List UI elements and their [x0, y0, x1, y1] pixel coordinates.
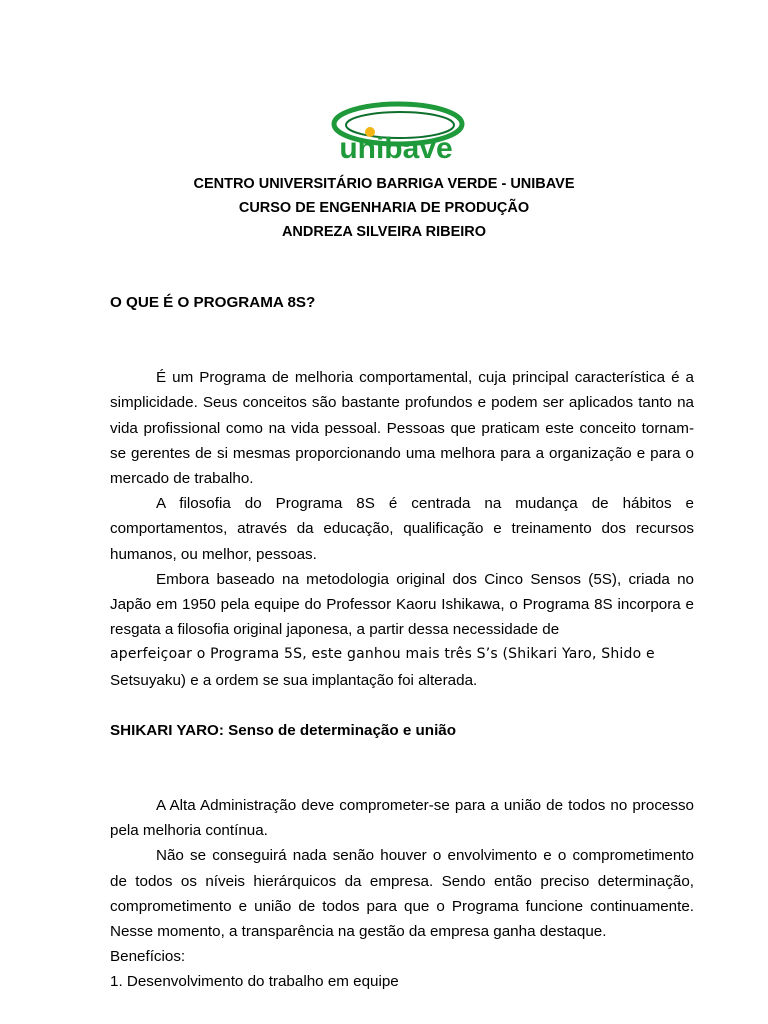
benefits-label: Benefícios: — [110, 948, 186, 966]
document-body — [110, 290, 694, 995]
paragraph-origin — [110, 567, 694, 643]
unibave-logo — [326, 100, 466, 164]
paragraph-origin-end: Setsuyaku) e a ordem se sua implantação foi alterada. — [110, 671, 478, 689]
header-author: ANDREZA SILVEIRA RIBEIRO — [281, 224, 487, 240]
logo-wordmark: unibave — [339, 132, 453, 164]
paragraph-origin-text: Embora baseado na metodologia original dos Cinco Sensos (5S), criada no Japão em 1950 pela equipe do Professor Kaoru Ishikawa, o Programa 8S incorpora e resgata a filosofia original japonesa, a partir dessa necessidade de — [110, 570, 694, 639]
header-institution: CENTRO UNIVERSITÁRIO BARRIGA VERDE - UNIBAVE — [193, 176, 575, 192]
paragraph-commitment: Não se conseguirá nada senão houver o envolvimento e o comprometimento de todos os níveis hierárquicos da empresa. Sendo então preciso determinação, comprometimento e união de todos para que o Programa funcione continuamente. Nesse momento, a transparência na gestão da empresa ganha destaque. — [110, 847, 694, 941]
header-course: CURSO DE ENGENHARIA DE PRODUÇÃO — [238, 200, 530, 216]
institution-header — [0, 172, 768, 244]
paragraph-origin-line: aperfeiçoar o Programa 5S, este ganhou mais três S’s (Shikari Yaro, Shido e — [110, 646, 655, 663]
section-title-shikari-yaro: SHIKARI YARO: Senso de determinação e união — [110, 721, 457, 739]
paragraph-philosophy: A filosofia do Programa 8S é centrada na mudança de hábitos e comportamentos, através da educação, qualificação e treinamento dos recursos humanos, ou melhor, pessoas. — [110, 495, 694, 563]
benefit-item: 1. Desenvolvimento do trabalho em equipe — [110, 973, 399, 991]
paragraph-definition: É um Programa de melhoria comportamental, cuja principal característica é a simplicidade. Seus conceitos são bastante profundos e podem ser aplicados tanto na vida profissional como na vida pessoal. Pessoas que praticam este conceito tornam-se gerentes de si mesmas proporcionando uma melhora para a organização e para o mercado de trabalho. — [110, 369, 694, 488]
paragraph-administration: A Alta Administração deve comprometer-se para a união de todos no processo pela melhoria contínua. — [110, 797, 694, 840]
section-title-8s: O QUE É O PROGRAMA 8S? — [110, 294, 316, 311]
